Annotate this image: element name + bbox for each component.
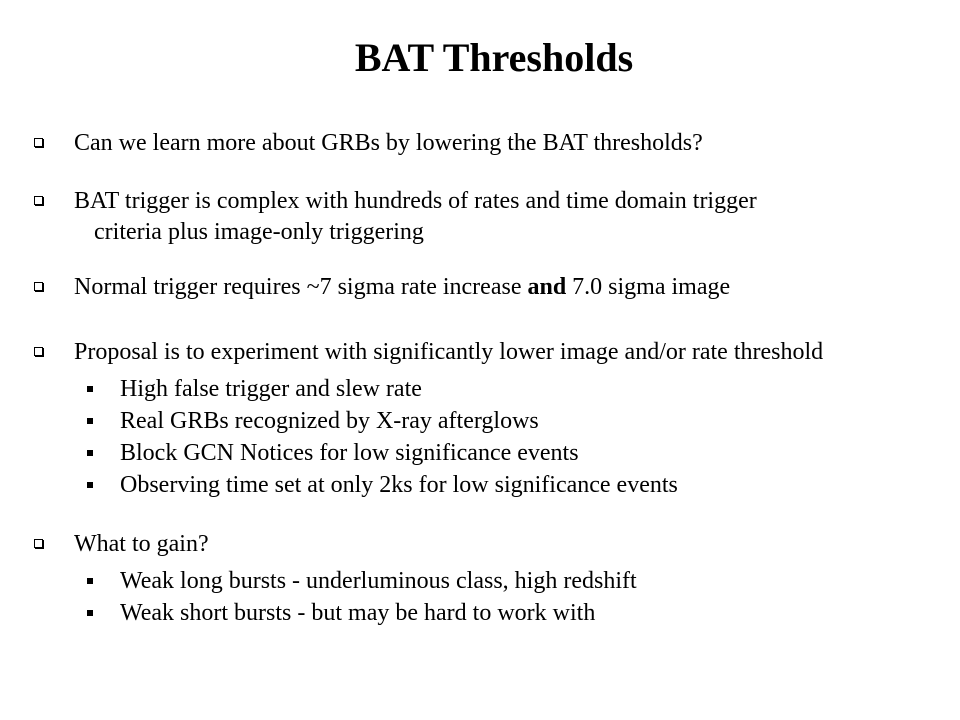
bullet-text-before: Normal trigger requires ~7 sigma rate increase <box>74 274 522 300</box>
sub-bullet-text: High false trigger and slew rate <box>120 376 422 402</box>
hollow-square-bullet-icon <box>34 539 43 548</box>
bullet-text: Can we learn more about GRBs by lowering the BAT thresholds? <box>74 130 703 156</box>
bullet-text <box>74 272 934 303</box>
filled-square-bullet-icon <box>87 386 93 392</box>
sub-bullet-text: Observing time set at only 2ks for low significance events <box>120 472 678 498</box>
sub-bullet-text: Block GCN Notices for low significance events <box>120 440 579 466</box>
filled-square-bullet-icon <box>87 578 93 584</box>
filled-square-bullet-icon <box>87 450 93 456</box>
bullet-text: What to gain? <box>74 531 209 557</box>
filled-square-bullet-icon <box>87 482 93 488</box>
bullet-continuation-text: criteria plus image-only triggering <box>94 219 424 245</box>
bullet-text-bold: and <box>527 274 567 300</box>
filled-square-bullet-icon <box>87 418 93 424</box>
sub-bullet-text: Weak long bursts - underluminous class, high redshift <box>120 568 637 594</box>
bullet-text: BAT trigger is complex with hundreds of rates and time domain trigger <box>74 188 757 214</box>
sub-bullet-text: Weak short bursts - but may be hard to work with <box>120 600 596 626</box>
hollow-square-bullet-icon <box>34 138 43 147</box>
bullet-text: Proposal is to experiment with significantly lower image and/or rate threshold <box>74 339 824 365</box>
hollow-square-bullet-icon <box>34 196 43 205</box>
hollow-square-bullet-icon <box>34 282 43 291</box>
bullet-text-after: 7.0 sigma image <box>572 274 731 300</box>
sub-bullet-text: Real GRBs recognized by X-ray afterglows <box>120 408 539 434</box>
hollow-square-bullet-icon <box>34 347 43 356</box>
slide-title: BAT Thresholds <box>354 35 634 80</box>
filled-square-bullet-icon <box>87 610 93 616</box>
